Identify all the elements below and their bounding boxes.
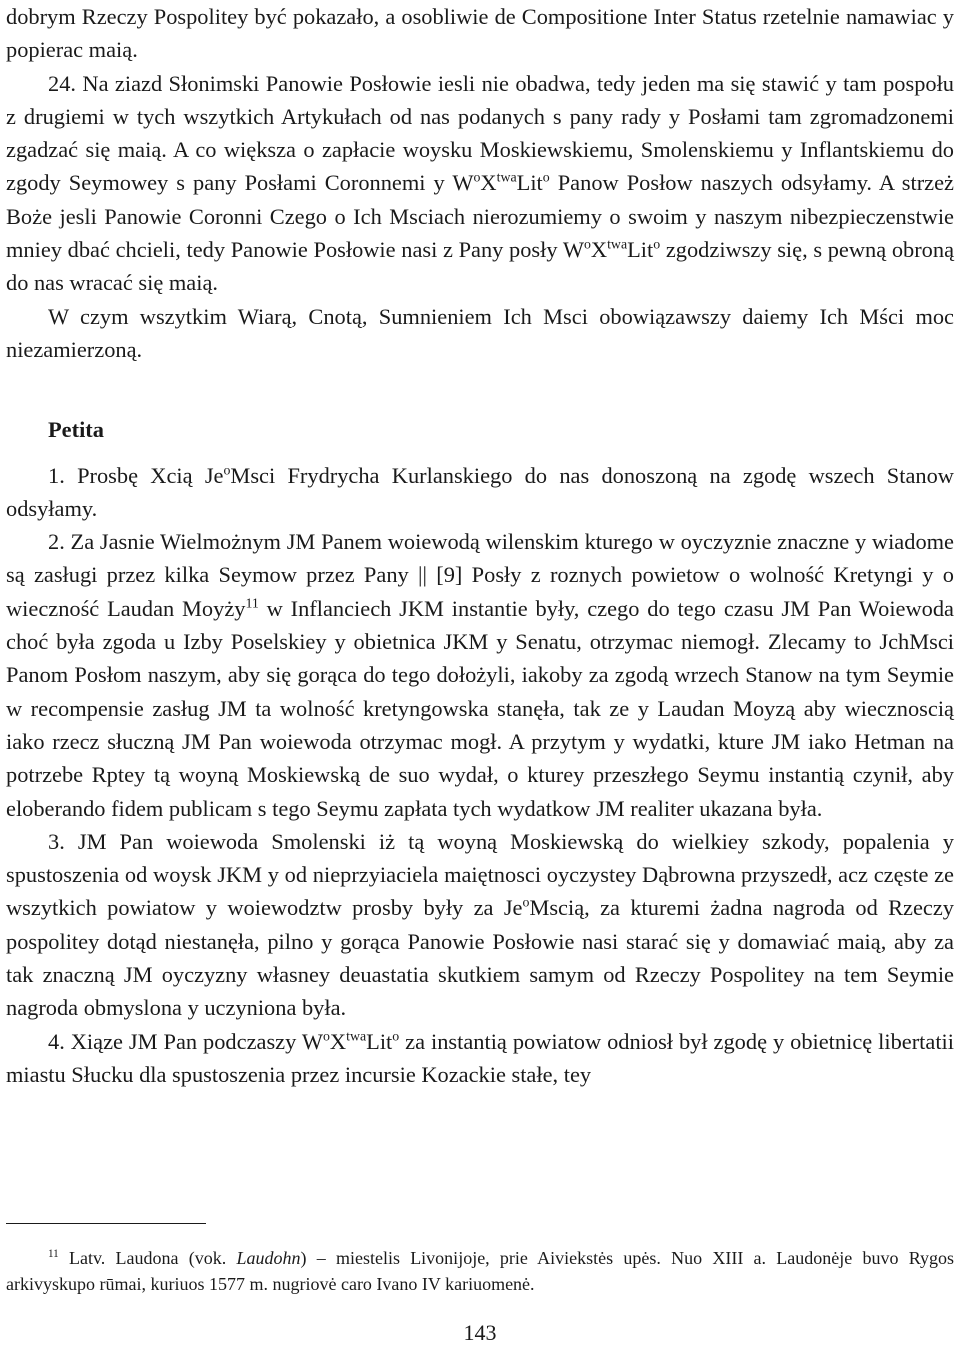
- paragraph-2: 2. Za Jasnie Wielmożnym JM Panem woiewodą wilenskim kturego w oyczyznie znaczne y wiadome są zasługi przez kilka Seymow przez Pany || [9] Posły z roznych powietow o wolność Kretyngi y o wieczność Laudan Moyży$^{11}$ w Inflanciech JKM instantie były, czego do tego czasu JM Pan Woiewoda choć była zgoda u Izby Poselskiey y obietnica JKM y Senatu, otrzymac niemogł. Zlecamy to JchMsci Panom Posłom naszym, aby się gorąca do tego dołożyli, iakoby za zgodą wrzech Stanow na tym Seymie w recompensie zasług JM ta wolność kretyngowska stanęła, tak ze y Laudan Moyzą aby wiecznoscią iako rzecz słuczną JM Pan woiewoda otrzymac mogł. A przytym y wydatki, kture JM iako Hetman na potrzebe Rptey tą woyną Moskiewską de suo wydał, o kturey przeszłego Seymu instantią czynił, aby eloberando fidem publicam s tego Seymu zapłata tych wydatkow JM realiter ukazana była.: [6, 529, 954, 821]
- footnote-number: 11: [48, 1248, 59, 1261]
- footnote-text: $^{11}$ Latv. Laudona (vok. Laudohn) – miestelis Livonijoje, prie Aiviekstės upės. Nuo XIII a. Laudonėje buvo Rygos arkivyskupo rūmai, kuriuos 1577 m. nugriovė caro Ivano IV kariuomenė.: [6, 1248, 954, 1294]
- paragraph-3: 3. JM Pan woiewoda Smolenski iż tą woyną Moskiewską do wielkiey szkody, popalenia y spustoszenia od woysk JKM y od nieprzyiaciela maiętnosci oyczystey Dąbrowna przyszedł, acz częste ze wszytkich powiatow y woiewodztw prosby były za Je$^o$Mscią, za kturemi żadna nagroda od Rzeczy pospolitey dotąd niestanęła, pilno y gorąca Panowie Posłowie nasi starać się y domawiać maią, aby za tak znaczną JM oyczyzny własney deuastatia skutkiem samym od Rzeczy Pospolitey na tem Seymie nagroda obmyslona y uczyniona była.: [6, 828, 955, 1021]
- document-page: [6, 0, 955, 1294]
- paragraph-4: 4. Xiąze JM Pan podczaszy $W^oX^{twa}Lit^o$ za instantią powiatow odniosł był zgodę y obietnicę libertatii miastu Słucku dla spustoszenia przez incursie Kozackie stałe, tey: [6, 1028, 955, 1087]
- main-text: [6, 0, 954, 1091]
- paragraph-24: 24. Na ziazd Słonimski Panowie Posłowie iesli nie obadwa, tedy jeden ma się stawić y tam pospołu z drugiemi w tych wszytkich Artykułach od nas podanych s pany rady y Posłami tam zgromadzonemi zgadzać się maią. A co większa o zapłacie woysku Moskiewskiemu, Smolenskiemu y Inflantskiemu do zgody Seymowey s pany Posłami Coronnemi y $W^oX^{twa}Lit^o$ Panow Posłow naszych odsyłamy. A strzeż Boże jesli Panowie Coronni Czego o Ich Msciach nierozumiemy o swoim y naszym nibezpieczenstwie mniey dbać chcieli, tedy Panowie Posłowie nasi z Pany posły $W^oX^{twa}Lit^o$ zgodziwszy się, s pewną obroną do nas wracać się maią.: [6, 70, 955, 296]
- footnote-ref[interactable]: 11: [245, 596, 259, 612]
- paragraph-intro: dobrym Rzeczy Pospolitey być pokazało, a osobliwie de Compositione Inter Status rzetelnie namawiac y popierac maią.: [6, 4, 954, 63]
- paragraph-closing: W czym wszytkim Wiarą, Cnotą, Sumnieniem Ich Msci obowiązawszy daiemy Ich Mści moc niezamierzoną.: [6, 303, 954, 362]
- paragraph-1: 1. Prosbę Xcią Je$^o$Msci Frydrycha Kurlanskiego do nas donoszoną na zgodę wszech Stanow odsyłamy.: [6, 462, 954, 521]
- footnote: [6, 1245, 954, 1297]
- footnote-divider: [6, 1223, 206, 1224]
- section-heading: Petita: [48, 417, 104, 443]
- page-number: 143: [463, 1320, 497, 1345]
